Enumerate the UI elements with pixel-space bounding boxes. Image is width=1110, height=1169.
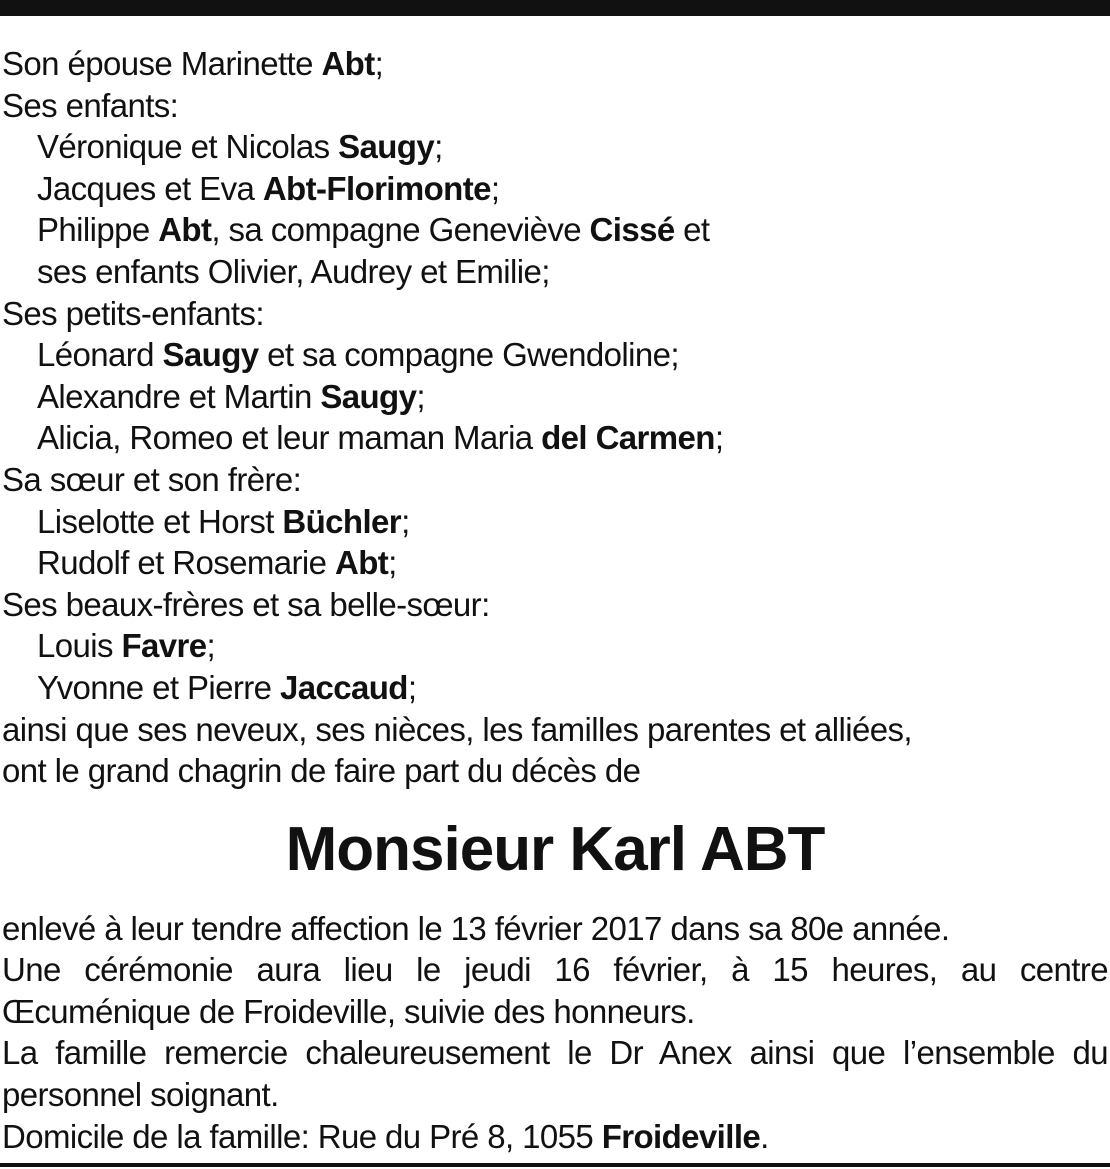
family-text: ; (416, 377, 425, 415)
family-surname: Saugy (338, 128, 435, 166)
family-text: ; (714, 419, 724, 457)
family-surname: Abt (321, 45, 375, 82)
family-text: Léonard (37, 336, 163, 374)
family-line (2, 334, 1108, 376)
family-line (2, 750, 1108, 792)
family-text: Rudolf et Rosemarie (37, 544, 335, 582)
family-surname: Saugy (320, 377, 417, 415)
family-line (2, 126, 1108, 168)
family-line (2, 584, 1108, 626)
family-line (2, 709, 1108, 751)
family-text: Yvonne et Pierre (37, 668, 280, 706)
top-rule (0, 0, 1110, 16)
family-text: ont le grand chagrin de faire part du décès de (2, 752, 641, 790)
obituary-notice (2, 43, 1108, 1157)
family-text: Philippe (37, 211, 159, 249)
family-line (2, 667, 1108, 709)
family-text: ; (407, 668, 417, 706)
family-text: Ses enfants: (2, 86, 179, 124)
family-line (2, 625, 1108, 667)
family-text: Louis (37, 627, 122, 665)
family-text: ; (490, 169, 500, 207)
family-text: Ses petits-enfants: (2, 294, 264, 332)
family-text: Jacques et Eva (37, 169, 263, 207)
family-text: et sa compagne Gwendoline; (258, 336, 679, 374)
family-line (2, 168, 1108, 210)
family-line (2, 501, 1108, 543)
family-line (2, 251, 1108, 293)
family-list (2, 43, 1108, 792)
family-text: Ses beaux-frères et sa belle-sœur: (2, 585, 490, 623)
family-text: Alexandre et Martin (37, 377, 321, 415)
family-surname: del Carmen (541, 419, 715, 457)
family-text: ainsi que ses neveux, ses nièces, les familles parentes et alliées, (2, 710, 912, 748)
family-surname: Büchler (282, 502, 402, 540)
domicile-town: Froideville (601, 1117, 761, 1155)
family-text: ses enfants Olivier, Audrey et Emilie; (37, 252, 550, 290)
family-surname: Abt (158, 211, 212, 249)
domicile-line (2, 1116, 1108, 1158)
family-surname: Cissé (589, 211, 675, 249)
thanks-paragraph: La famille remercie chaleureusement le Dr Anex ainsi que l’ensemble du personnel soignant. (2, 1034, 1108, 1114)
family-text: ; (401, 502, 410, 540)
family-text: ; (434, 128, 443, 166)
family-surname: Abt (334, 544, 389, 582)
family-text: ; (206, 627, 216, 665)
family-text: Liselotte et Horst (37, 502, 283, 540)
family-line (2, 459, 1108, 501)
family-surname: Favre (121, 627, 207, 665)
family-line (2, 85, 1108, 127)
domicile-prefix: Domicile de la famille: Rue du Pré 8, 1055 (2, 1117, 602, 1155)
family-line (2, 542, 1108, 584)
family-text: et (674, 211, 710, 249)
family-text: Sa sœur et son frère: (2, 460, 302, 498)
family-surname: Abt-Florimonte (262, 169, 491, 207)
family-line (2, 43, 1108, 85)
family-line (2, 376, 1108, 418)
family-text: Véronique et Nicolas (37, 128, 339, 166)
domicile-suffix: . (760, 1117, 769, 1155)
death-date-line: enlevé à leur tendre affection le 13 février 2017 dans sa 80e année. (2, 909, 950, 947)
ceremony-paragraph: Une cérémonie aura lieu le jeudi 16 février, à 15 heures, au centre Œcuménique de Froideville, suivie des honneurs. (2, 951, 1108, 1030)
family-surname: Jaccaud (279, 668, 408, 706)
deceased-name: Monsieur Karl ABT (285, 814, 825, 884)
family-text: Son épouse Marinette (2, 45, 322, 82)
family-line (2, 417, 1108, 459)
family-text: ; (374, 45, 384, 82)
bottom-rule (0, 1163, 1110, 1167)
family-text: Alicia, Romeo et leur maman Maria (37, 419, 542, 457)
family-surname: Saugy (162, 336, 259, 374)
family-text: , sa compagne Geneviève (211, 211, 590, 249)
family-line (2, 293, 1108, 335)
family-line (2, 209, 1108, 251)
family-text: ; (388, 544, 397, 582)
